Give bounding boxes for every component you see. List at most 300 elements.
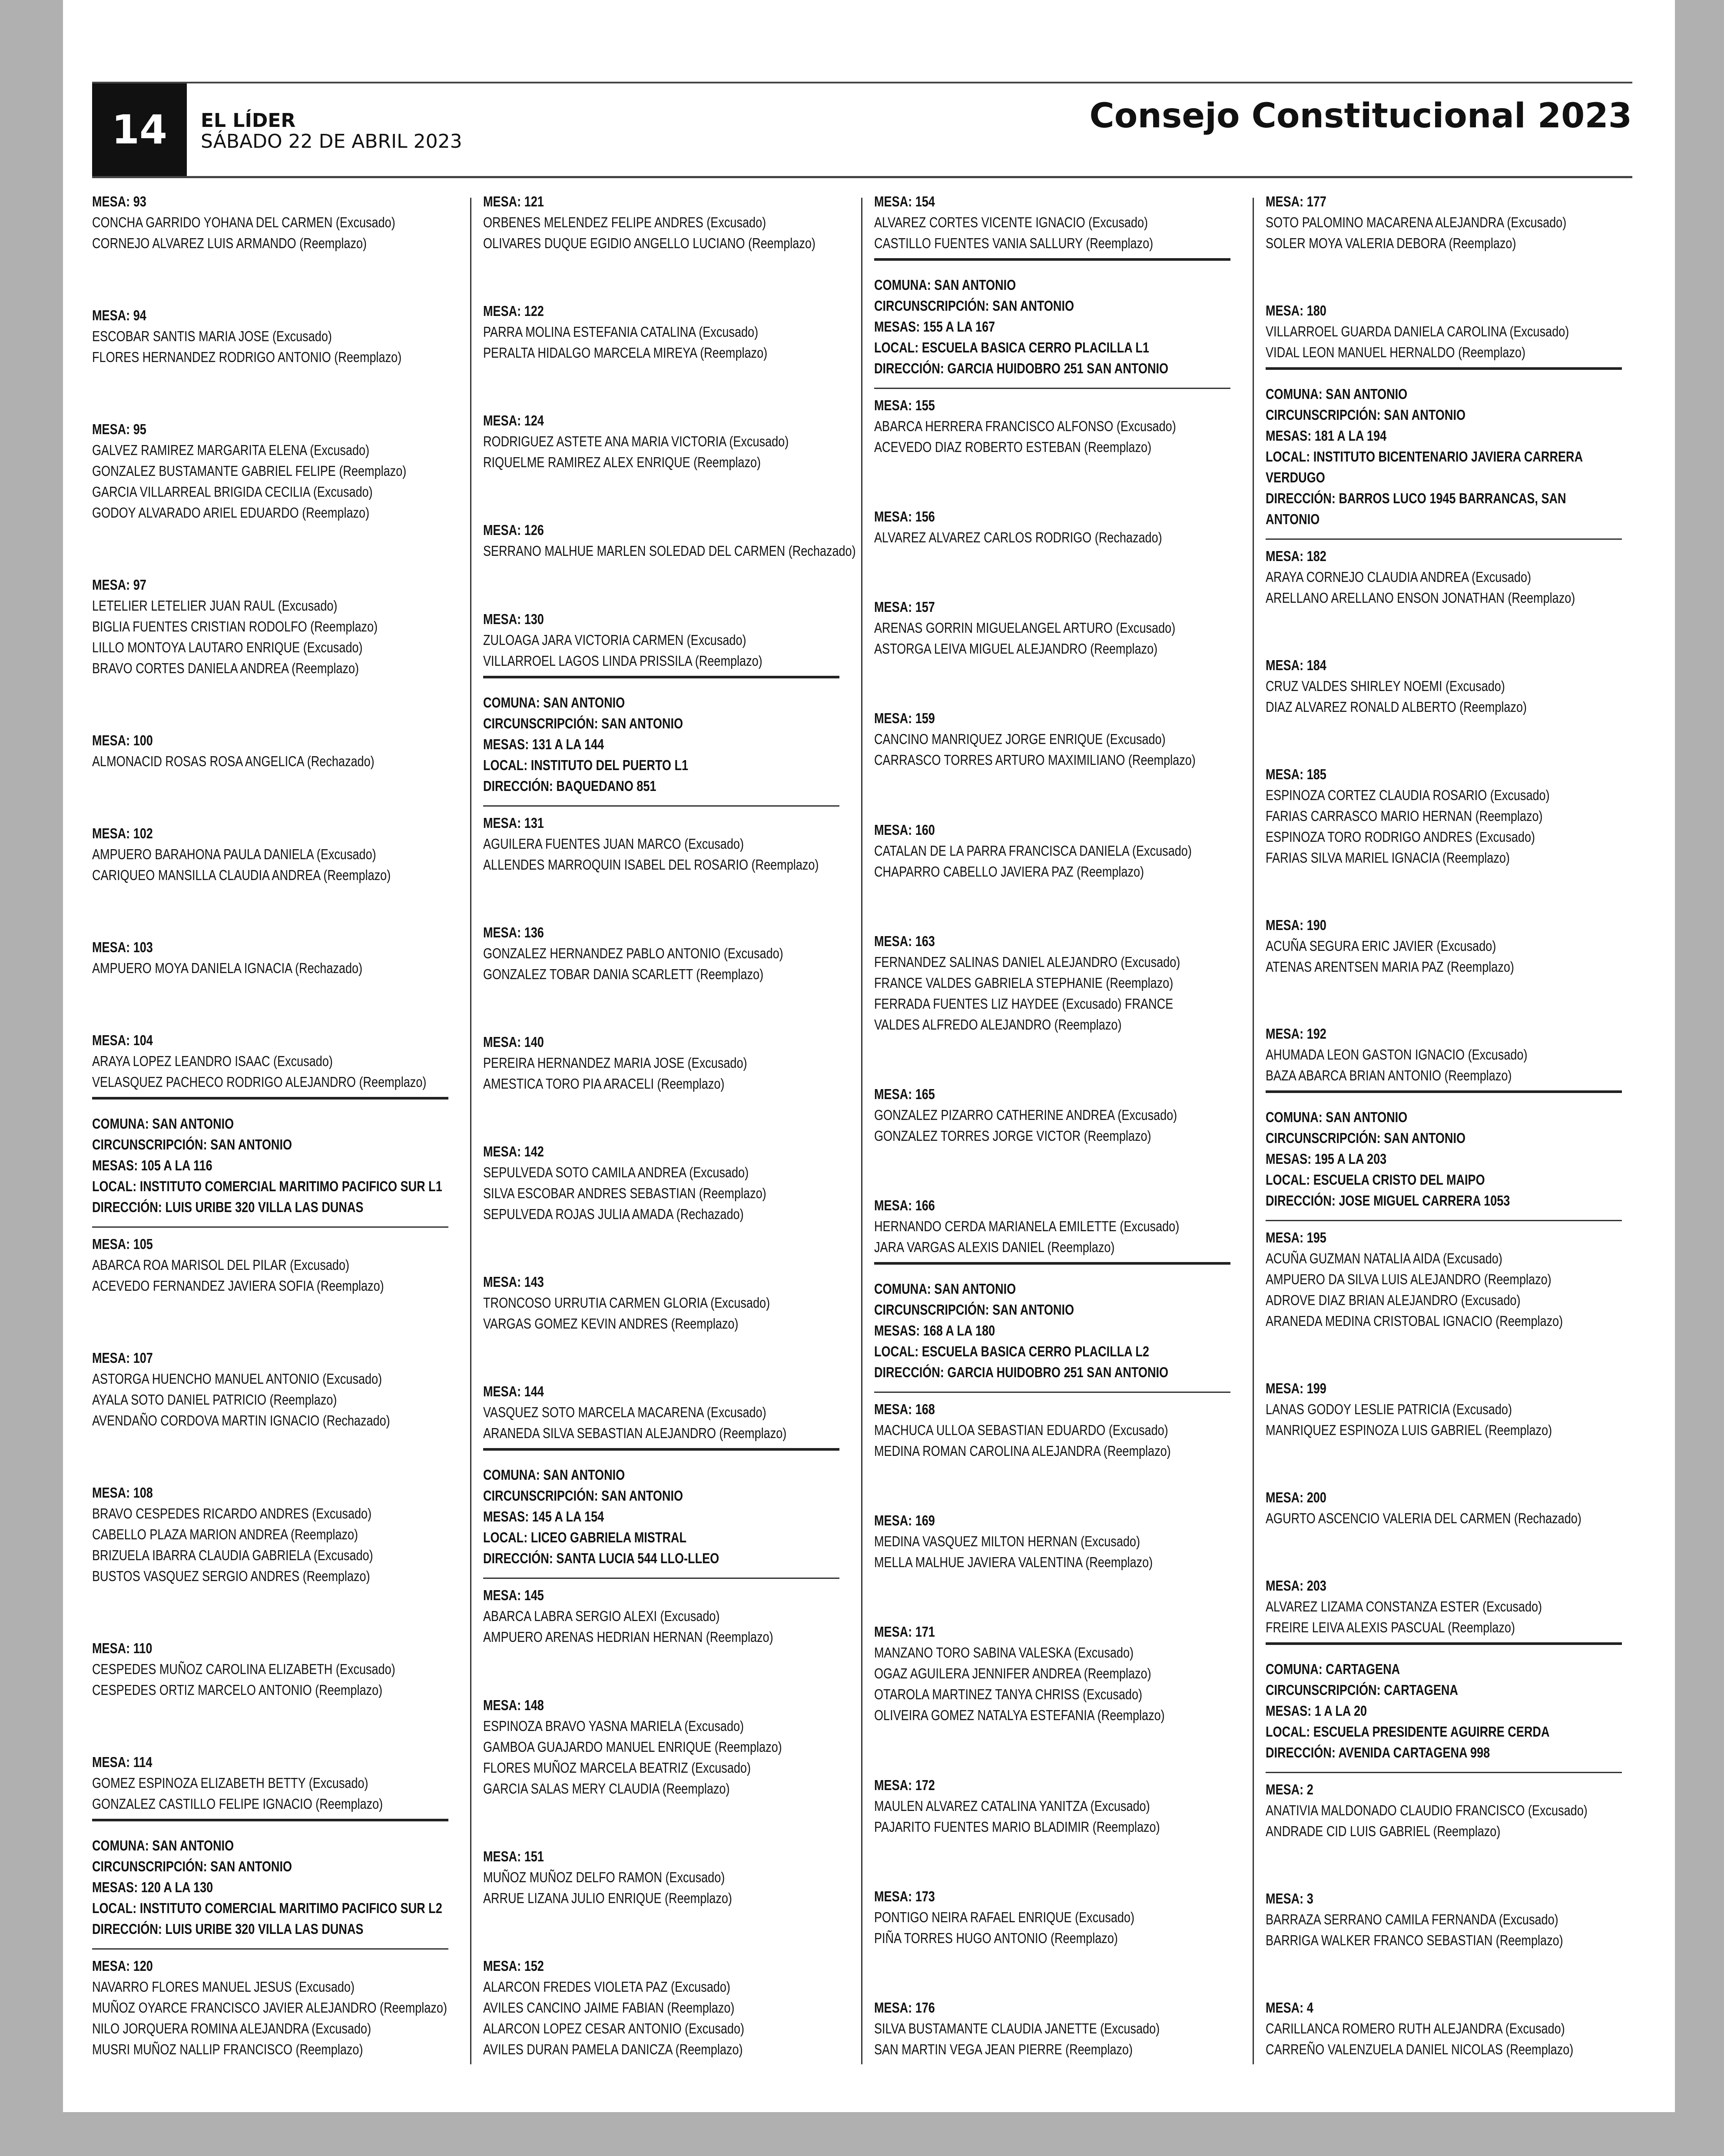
mesa-heading: MESA: 144	[483, 1383, 544, 1400]
vocal-entry: GOMEZ ESPINOZA ELIZABETH BETTY (Excusado)	[92, 1775, 368, 1791]
vocal-entry: CARILLANCA ROMERO RUTH ALEJANDRA (Excusado)	[1266, 2020, 1565, 2036]
comuna-info-line: COMUNA: SAN ANTONIO	[92, 1837, 234, 1854]
mesa-heading: MESA: 168	[874, 1401, 935, 1418]
mesa-block	[874, 506, 1230, 548]
mesa-block	[92, 1956, 448, 2060]
vocal-entry: MUSRI MUÑOZ NALLIP FRANCISCO (Reemplazo)	[92, 2041, 363, 2057]
mesa-heading: MESA: 177	[1266, 193, 1326, 209]
vocal-entry: ARAYA LOPEZ LEANDRO ISAAC (Excusado)	[92, 1053, 333, 1069]
spacer	[92, 886, 448, 937]
mesa-heading: MESA: 126	[483, 522, 544, 538]
vocal-entry: SERRANO MALHUE MARLEN SOLEDAD DEL CARMEN (Rechazado)	[483, 543, 856, 559]
mesa-heading: MESA: 143	[483, 1274, 544, 1290]
mesa-block	[483, 301, 839, 363]
section-separator	[483, 805, 839, 807]
vocal-entry: FREIRE LEIVA ALEXIS PASCUAL (Reemplazo)	[1266, 1619, 1515, 1636]
vocal-entry: ASTORGA LEIVA MIGUEL ALEJANDRO (Reemplazo)	[874, 641, 1158, 657]
vocal-entry: VILLARROEL GUARDA DANIELA CAROLINA (Excusado)	[1266, 323, 1569, 339]
mesa-heading: MESA: 199	[1266, 1380, 1326, 1397]
mesa-heading: MESA: 107	[92, 1350, 153, 1366]
mesa-block	[92, 1638, 448, 1701]
vocal-entry: MACHUCA ULLOA SEBASTIAN EDUARDO (Excusado)	[874, 1422, 1168, 1438]
section-title: Consejo Constitucional 2023	[1089, 96, 1632, 136]
vocal-entry: ARENAS GORRIN MIGUELANGEL ARTURO (Excusado)	[874, 620, 1176, 636]
page-number-box	[92, 83, 187, 176]
comuna-info-line: CIRCUNSCRIPCIÓN: SAN ANTONIO	[92, 1136, 292, 1153]
mesa-block	[483, 1585, 839, 1648]
vocal-entry: ALARCON FREDES VIOLETA PAZ (Excusado)	[483, 1978, 730, 1995]
section-separator	[1266, 1772, 1622, 1773]
vocal-entry: CARIQUEO MANSILLA CLAUDIA ANDREA (Reemplazo)	[92, 867, 391, 883]
vocal-entry: AVILES DURAN PAMELA DANICZA (Reemplazo)	[483, 2041, 743, 2057]
spacer	[92, 1296, 448, 1348]
comuna-block	[874, 1273, 1230, 1388]
spacer	[92, 772, 448, 823]
spacer	[1266, 254, 1622, 300]
mesa-block	[1266, 191, 1622, 254]
vocal-entry: RIQUELME RAMIREZ ALEX ENRIQUE (Reemplazo)	[483, 454, 761, 471]
mesa-block	[1266, 764, 1622, 868]
comuna-info-line: COMUNA: SAN ANTONIO	[483, 1467, 625, 1483]
vocal-entry: VASQUEZ SOTO MARCELA MACARENA (Excusado)	[483, 1404, 766, 1421]
vocal-entry: MANRIQUEZ ESPINOZA LUIS GABRIEL (Reemplazo)	[1266, 1422, 1552, 1438]
vocal-entry: ESPINOZA BRAVO YASNA MARIELA (Excusado)	[483, 1717, 744, 1734]
mesa-block	[1266, 1378, 1622, 1441]
vocal-entry: BIGLIA FUENTES CRISTIAN RODOLFO (Reemplazo)	[92, 618, 378, 635]
vocal-entry: AMESTICA TORO PIA ARACELI (Reemplazo)	[483, 1075, 725, 1092]
vocal-entry: GARCIA VILLARREAL BRIGIDA CECILIA (Excusado)	[92, 484, 373, 500]
spacer	[874, 458, 1230, 506]
vocal-entry: GONZALEZ CASTILLO FELIPE IGNACIO (Reemplazo)	[92, 1796, 383, 1812]
mesa-heading: MESA: 172	[874, 1777, 935, 1793]
column-divider	[861, 198, 862, 2064]
vocal-entry: CANCINO MANRIQUEZ JORGE ENRIQUE (Excusado)	[874, 731, 1166, 747]
vocal-entry: OLIVEIRA GOMEZ NATALYA ESTEFANIA (Reemplazo)	[874, 1707, 1165, 1724]
vocal-entry: GONZALEZ PIZARRO CATHERINE ANDREA (Excusado)	[874, 1106, 1177, 1123]
vocal-entry: SEPULVEDA ROJAS JULIA AMADA (Rechazado)	[483, 1206, 744, 1223]
vocal-entry: MANZANO TORO SABINA VALESKA (Excusado)	[874, 1644, 1134, 1661]
mesa-heading: MESA: 154	[874, 193, 935, 209]
spacer	[1266, 608, 1622, 655]
spacer	[1266, 1441, 1622, 1487]
section-separator	[1266, 538, 1622, 540]
spacer	[874, 1949, 1230, 1997]
vocal-entry: OTAROLA MARTINEZ TANYA CHRISS (Excusado)	[874, 1686, 1143, 1703]
vocal-entry: ZULOAGA JARA VICTORIA CARMEN (Excusado)	[483, 631, 746, 648]
mesa-block	[874, 1621, 1230, 1726]
mesa-heading: MESA: 104	[92, 1032, 153, 1048]
vocal-entry: GODOY ALVARADO ARIEL EDUARDO (Reemplazo)	[92, 505, 370, 521]
vocal-entry: GARCIA SALAS MERY CLAUDIA (Reemplazo)	[483, 1780, 730, 1797]
column-4	[1266, 191, 1622, 2073]
vocal-entry: LETELIER LETELIER JUAN RAUL (Excusado)	[92, 598, 338, 614]
comuna-info-line: MESAS: 195 A LA 203	[1266, 1151, 1387, 1167]
mesa-block	[1266, 1487, 1622, 1529]
vocal-entry: AGUILERA FUENTES JUAN MARCO (Excusado)	[483, 835, 744, 852]
mesa-heading: MESA: 4	[1266, 1999, 1313, 2016]
spacer	[1266, 977, 1622, 1024]
spacer	[483, 363, 839, 410]
publication-date: SÁBADO 22 DE ABRIL 2023	[201, 130, 462, 153]
mesa-block	[1266, 655, 1622, 718]
vocal-entry: AHUMADA LEON GASTON IGNACIO (Excusado)	[1266, 1046, 1528, 1063]
spacer	[874, 882, 1230, 931]
mesa-heading: MESA: 157	[874, 599, 935, 615]
vocal-entry: JARA VARGAS ALEXIS DANIEL (Reemplazo)	[874, 1239, 1115, 1256]
mesa-block	[874, 820, 1230, 882]
vocal-entry: ARELLANO ARELLANO ENSON JONATHAN (Reemplazo)	[1266, 589, 1575, 606]
vocal-entry: ALVAREZ LIZAMA CONSTANZA ESTER (Excusado)	[1266, 1598, 1542, 1615]
vocal-entry: ALARCON LOPEZ CESAR ANTONIO (Excusado)	[483, 2020, 745, 2036]
mesa-block	[1266, 1227, 1622, 1332]
vocal-entry: ACEVEDO DIAZ ROBERTO ESTEBAN (Reemplazo)	[874, 439, 1152, 455]
mesa-block	[92, 730, 448, 772]
section-separator	[1266, 1642, 1622, 1645]
vocal-entry: NAVARRO FLORES MANUEL JESUS (Excusado)	[92, 1979, 355, 1995]
mesa-heading: MESA: 166	[874, 1197, 935, 1214]
mesa-heading: MESA: 108	[92, 1485, 153, 1501]
vocal-entry: PAJARITO FUENTES MARIO BLADIMIR (Reemplazo)	[874, 1818, 1160, 1835]
mesa-heading: MESA: 165	[874, 1086, 935, 1102]
mesa-block	[874, 1510, 1230, 1573]
spacer	[92, 368, 448, 419]
spacer	[874, 1035, 1230, 1084]
vocal-entry: MUÑOZ OYARCE FRANCISCO JAVIER ALEJANDRO (Reemplazo)	[92, 2000, 447, 2016]
newspaper-name: EL LÍDER	[201, 110, 296, 132]
spacer	[92, 1701, 448, 1752]
comuna-info-line: COMUNA: SAN ANTONIO	[874, 1281, 1016, 1297]
mesa-heading: MESA: 93	[92, 193, 146, 209]
mesa-heading: MESA: 110	[92, 1640, 153, 1656]
vocal-entry: ESPINOZA CORTEZ CLAUDIA ROSARIO (Excusado)	[1266, 787, 1550, 803]
vocal-entry: PARRA MOLINA ESTEFANIA CATALINA (Excusado)	[483, 324, 759, 340]
comuna-info-line: DIRECCIÓN: GARCIA HUIDOBRO 251 SAN ANTONIO	[874, 360, 1169, 376]
vocal-entry: AMPUERO ARENAS HEDRIAN HERNAN (Reemplazo)	[483, 1629, 773, 1645]
spacer	[92, 1431, 448, 1482]
page-number: 14	[111, 106, 168, 153]
section-separator	[1266, 1090, 1622, 1093]
vocal-entry: BRAVO CESPEDES RICARDO ANDRES (Excusado)	[92, 1505, 372, 1521]
spacer	[483, 1094, 839, 1141]
spacer	[483, 1909, 839, 1956]
comuna-info-line: DIRECCIÓN: BAQUEDANO 851	[483, 777, 656, 794]
mesa-heading: MESA: 100	[92, 732, 153, 748]
comuna-info-line: MESAS: 155 A LA 167	[874, 319, 995, 335]
mesa-heading: MESA: 95	[92, 421, 146, 437]
mesa-block	[483, 609, 839, 671]
mesa-heading: MESA: 142	[483, 1143, 544, 1160]
vocal-entry: MAULEN ALVAREZ CATALINA YANITZA (Excusado)	[874, 1797, 1150, 1814]
comuna-info-line: COMUNA: SAN ANTONIO	[483, 694, 625, 711]
mesa-block	[92, 305, 448, 368]
mesa-block	[483, 410, 839, 473]
vocal-entry: ESCOBAR SANTIS MARIA JOSE (Excusado)	[92, 328, 332, 344]
section-separator	[874, 388, 1230, 389]
mesa-heading: MESA: 124	[483, 412, 544, 429]
comuna-info-line: LOCAL: INSTITUTO COMERCIAL MARITIMO PACIFICO SUR L1	[92, 1178, 442, 1194]
vocal-entry: DIAZ ALVAREZ RONALD ALBERTO (Reemplazo)	[1266, 698, 1527, 715]
vocal-entry: ALMONACID ROSAS ROSA ANGELICA (Rechazado)	[92, 753, 375, 769]
vocal-entry: FARIAS CARRASCO MARIO HERNAN (Reemplazo)	[1266, 807, 1543, 824]
mesa-heading: MESA: 103	[92, 939, 153, 955]
mesa-heading: MESA: 159	[874, 710, 935, 727]
comuna-info-line: LOCAL: INSTITUTO COMERCIAL MARITIMO PACIFICO SUR L2	[92, 1900, 442, 1916]
spacer	[92, 254, 448, 305]
mesa-block	[92, 191, 448, 254]
vocal-entry: FLORES MUÑOZ MARCELA BEATRIZ (Excusado)	[483, 1759, 751, 1776]
spacer	[1266, 1529, 1622, 1575]
spacer	[874, 771, 1230, 819]
mesa-block	[92, 1234, 448, 1296]
comuna-info-line: LOCAL: INSTITUTO BICENTENARIO JAVIERA CARRERA VERDUGO	[1266, 448, 1583, 485]
section-separator	[874, 258, 1230, 261]
comuna-info-line: CIRCUNSCRIPCIÓN: SAN ANTONIO	[1266, 1130, 1466, 1146]
comuna-info-line: LOCAL: ESCUELA BASICA CERRO PLACILLA L1	[874, 339, 1149, 355]
comuna-info-line: DIRECCIÓN: LUIS URIBE 320 VILLA LAS DUNAS	[92, 1199, 364, 1215]
comuna-info-line: CIRCUNSCRIPCIÓN: SAN ANTONIO	[874, 1302, 1074, 1318]
mesa-block	[874, 1399, 1230, 1462]
vocal-entry: FLORES HERNANDEZ RODRIGO ANTONIO (Reemplazo)	[92, 349, 402, 365]
mesa-block	[874, 191, 1230, 254]
vocal-entry: CARRASCO TORRES ARTURO MAXIMILIANO (Reemplazo)	[874, 752, 1196, 768]
mesa-block	[483, 191, 839, 254]
comuna-block	[1266, 1102, 1622, 1216]
vocal-entry: GONZALEZ HERNANDEZ PABLO ANTONIO (Excusado)	[483, 945, 783, 961]
column-2	[483, 191, 856, 2073]
vocal-entry: BARRIGA WALKER FRANCO SEBASTIAN (Reemplazo)	[1266, 1932, 1563, 1949]
mesa-heading: MESA: 184	[1266, 657, 1326, 673]
comuna-info-line: LOCAL: LICEO GABRIELA MISTRAL	[483, 1529, 687, 1546]
vocal-entry: CHAPARRO CABELLO JAVIERA PAZ (Reemplazo)	[874, 863, 1144, 880]
mesa-heading: MESA: 131	[483, 814, 544, 831]
mesa-heading: MESA: 151	[483, 1848, 544, 1864]
mesa-block	[92, 1030, 448, 1093]
spacer	[92, 679, 448, 730]
mesa-block	[1266, 1997, 1622, 2060]
vocal-entry: CARREÑO VALENZUELA DANIEL NICOLAS (Reemplazo)	[1266, 2041, 1574, 2057]
vocal-entry: SAN MARTIN VEGA JEAN PIERRE (Reemplazo)	[874, 2041, 1133, 2057]
column-1	[92, 191, 448, 2073]
comuna-info-line: MESAS: 1 A LA 20	[1266, 1703, 1367, 1719]
vocal-entry: HERNANDO CERDA MARIANELA EMILETTE (Excusado)	[874, 1218, 1180, 1235]
vocal-entry: CESPEDES MUÑOZ CAROLINA ELIZABETH (Excusado)	[92, 1661, 395, 1677]
spacer	[483, 473, 839, 520]
spacer	[1266, 1332, 1622, 1378]
comuna-info-line: COMUNA: SAN ANTONIO	[1266, 1109, 1408, 1126]
vocal-entry: PERALTA HIDALGO MARCELA MIREYA (Reemplazo)	[483, 345, 768, 361]
mesa-block	[1266, 1575, 1622, 1638]
mesa-block	[483, 813, 839, 875]
vocal-entry: ABARCA ROA MARISOL DEL PILAR (Excusado)	[92, 1257, 350, 1273]
section-separator	[874, 1262, 1230, 1265]
mesa-block	[1266, 1888, 1622, 1951]
mesa-heading: MESA: 190	[1266, 917, 1326, 933]
vocal-entry: AMPUERO DA SILVA LUIS ALEJANDRO (Reemplazo)	[1266, 1271, 1552, 1288]
vocal-entry: CRUZ VALDES SHIRLEY NOEMI (Excusado)	[1266, 678, 1505, 694]
mesa-heading: MESA: 3	[1266, 1890, 1313, 1907]
mesa-block	[874, 395, 1230, 458]
vocal-entry: BRAVO CORTES DANIELA ANDREA (Reemplazo)	[92, 660, 359, 676]
mesa-heading: MESA: 122	[483, 303, 544, 319]
mesa-block	[92, 1348, 448, 1431]
mesa-block	[483, 1695, 839, 1799]
comuna-info-line: LOCAL: INSTITUTO DEL PUERTO L1	[483, 757, 689, 773]
vocal-entry: ASTORGA HUENCHO MANUEL ANTONIO (Excusado)	[92, 1371, 382, 1387]
mesa-block	[874, 1886, 1230, 1949]
comuna-info-line: LOCAL: ESCUELA BASICA CERRO PLACILLA L2	[874, 1343, 1149, 1360]
vocal-entry: AMPUERO MOYA DANIELA IGNACIA (Rechazado)	[92, 960, 363, 976]
mesa-block	[92, 1482, 448, 1587]
spacer	[1266, 1951, 1622, 1997]
vocal-entry: PIÑA TORRES HUGO ANTONIO (Reemplazo)	[874, 1930, 1118, 1946]
comuna-info-line: CIRCUNSCRIPCIÓN: SAN ANTONIO	[92, 1858, 292, 1874]
comuna-block	[483, 687, 839, 802]
mesa-block	[1266, 546, 1622, 608]
comuna-info-line: DIRECCIÓN: AVENIDA CARTAGENA 998	[1266, 1744, 1490, 1761]
section-separator	[92, 1819, 448, 1821]
vocal-entry: ESPINOZA TORO RODRIGO ANDRES (Excusado)	[1266, 828, 1535, 845]
comuna-block	[483, 1459, 839, 1574]
comuna-info-line: LOCAL: ESCUELA CRISTO DEL MAIPO	[1266, 1172, 1485, 1188]
vocal-entry: MEDINA ROMAN CAROLINA ALEJANDRA (Reemplazo)	[874, 1443, 1171, 1459]
vocal-entry: ABARCA HERRERA FRANCISCO ALFONSO (Excusado)	[874, 418, 1176, 434]
comuna-info-line: MESAS: 168 A LA 180	[874, 1322, 995, 1339]
comuna-info-line: DIRECCIÓN: LUIS URIBE 320 VILLA LAS DUNAS	[92, 1921, 364, 1937]
vocal-entry: ORBENES MELENDEZ FELIPE ANDRES (Excusado)	[483, 214, 766, 230]
header-rule-top	[92, 82, 1632, 83]
mesa-heading: MESA: 102	[92, 825, 153, 841]
mesa-heading: MESA: 192	[1266, 1026, 1326, 1042]
vocal-entry: SOLER MOYA VALERIA DEBORA (Reemplazo)	[1266, 235, 1516, 251]
comuna-info-line: COMUNA: SAN ANTONIO	[92, 1116, 234, 1132]
comuna-info-line: MESAS: 120 A LA 130	[92, 1879, 213, 1895]
mesa-block	[874, 931, 1230, 1035]
mesa-heading: MESA: 136	[483, 924, 544, 940]
spacer	[483, 1648, 839, 1694]
vocal-entry: MELLA MALHUE JAVIERA VALENTINA (Reemplazo)	[874, 1554, 1153, 1571]
vocal-entry: SILVA ESCOBAR ANDRES SEBASTIAN (Reemplazo)	[483, 1185, 766, 1202]
vocal-entry: BRIZUELA IBARRA CLAUDIA GABRIELA (Excusado)	[92, 1547, 373, 1563]
vocal-entry: ARANEDA SILVA SEBASTIAN ALEJANDRO (Reemplazo)	[483, 1425, 787, 1442]
vocal-entry: LILLO MONTOYA LAUTARO ENRIQUE (Excusado)	[92, 639, 363, 655]
mesa-heading: MESA: 180	[1266, 302, 1326, 319]
comuna-info-line: MESAS: 131 A LA 144	[483, 736, 604, 752]
vocal-entry: BUSTOS VASQUEZ SERGIO ANDRES (Reemplazo)	[92, 1568, 370, 1584]
mesa-heading: MESA: 120	[92, 1958, 153, 1974]
vocal-entry: MEDINA VASQUEZ MILTON HERNAN (Excusado)	[874, 1533, 1140, 1550]
mesa-block	[92, 419, 448, 523]
spacer	[92, 523, 448, 575]
spacer	[874, 1837, 1230, 1886]
mesa-block	[874, 1195, 1230, 1258]
mesa-heading: MESA: 145	[483, 1587, 544, 1604]
vocal-entry: BAZA ABARCA BRIAN ANTONIO (Reemplazo)	[1266, 1067, 1512, 1084]
mesa-block	[92, 937, 448, 979]
spacer	[483, 1799, 839, 1846]
mesa-block	[874, 597, 1230, 659]
mesa-heading: MESA: 156	[874, 508, 935, 525]
comuna-info-line: MESAS: 105 A LA 116	[92, 1157, 212, 1173]
spacer	[874, 1726, 1230, 1774]
vocal-entry: CORNEJO ALVAREZ LUIS ARMANDO (Reemplazo)	[92, 235, 367, 251]
comuna-block	[92, 1108, 448, 1223]
mesa-heading: MESA: 97	[92, 577, 146, 593]
vocal-entry: TRONCOSO URRUTIA CARMEN GLORIA (Excusado)	[483, 1295, 770, 1311]
mesa-heading: MESA: 195	[1266, 1229, 1326, 1246]
mesa-block	[1266, 915, 1622, 977]
vocal-entry: PEREIRA HERNANDEZ MARIA JOSE (Excusado)	[483, 1054, 747, 1071]
vocal-entry: RODRIGUEZ ASTETE ANA MARIA VICTORIA (Excusado)	[483, 433, 789, 450]
vocal-entry: AYALA SOTO DANIEL PATRICIO (Reemplazo)	[92, 1392, 337, 1408]
vocal-entry: PONTIGO NEIRA RAFAEL ENRIQUE (Excusado)	[874, 1909, 1134, 1925]
mesa-heading: MESA: 163	[874, 933, 935, 949]
vocal-entry: MUÑOZ MUÑOZ DELFO RAMON (Excusado)	[483, 1869, 725, 1885]
comuna-info-line: COMUNA: SAN ANTONIO	[1266, 385, 1408, 402]
comuna-info-line: LOCAL: ESCUELA PRESIDENTE AGUIRRE CERDA	[1266, 1724, 1550, 1740]
vocal-entry: ABARCA LABRA SERGIO ALEXI (Excusado)	[483, 1608, 720, 1624]
vocal-entry: NILO JORQUERA ROMINA ALEJANDRA (Excusado)	[92, 2020, 371, 2036]
vocal-entry: VIDAL LEON MANUEL HERNALDO (Reemplazo)	[1266, 344, 1525, 360]
vocal-entry: VARGAS GOMEZ KEVIN ANDRES (Reemplazo)	[483, 1316, 739, 1332]
vocal-entry: VILLARROEL LAGOS LINDA PRISSILA (Reemplazo)	[483, 652, 763, 669]
mesa-heading: MESA: 121	[483, 193, 544, 209]
vocal-entry: ACEVEDO FERNANDEZ JAVIERA SOFIA (Reemplazo)	[92, 1278, 384, 1294]
spacer	[874, 1462, 1230, 1510]
mesa-block	[483, 1381, 839, 1444]
vocal-entry: GONZALEZ TOBAR DANIA SCARLETT (Reemplazo)	[483, 966, 764, 982]
comuna-info-line: MESAS: 145 A LA 154	[483, 1508, 604, 1525]
section-separator	[483, 1448, 839, 1451]
vocal-entry: OGAZ AGUILERA JENNIFER ANDREA (Reemplazo)	[874, 1665, 1151, 1682]
vocal-entry: ATENAS ARENTSEN MARIA PAZ (Reemplazo)	[1266, 958, 1514, 975]
comuna-info-line: DIRECCIÓN: JOSE MIGUEL CARRERA 1053	[1266, 1193, 1510, 1209]
mesa-heading: MESA: 2	[1266, 1781, 1313, 1798]
mesa-heading: MESA: 140	[483, 1033, 544, 1050]
vocal-entry: FARIAS SILVA MARIEL IGNACIA (Reemplazo)	[1266, 849, 1510, 866]
vocal-entry: VALDES ALFREDO ALEJANDRO (Reemplazo)	[874, 1016, 1122, 1033]
vocal-entry: AGURTO ASCENCIO VALERIA DEL CARMEN (Rechazado)	[1266, 1510, 1581, 1527]
mesa-heading: MESA: 130	[483, 611, 544, 627]
comuna-info-line: CIRCUNSCRIPCIÓN: SAN ANTONIO	[874, 298, 1074, 314]
mesa-block	[483, 1272, 839, 1334]
comuna-info-line: COMUNA: CARTAGENA	[1266, 1661, 1400, 1678]
mesa-heading: MESA: 176	[874, 1999, 935, 2016]
mesa-block	[1266, 300, 1622, 363]
mesa-block	[92, 575, 448, 679]
mesa-block	[1266, 1779, 1622, 1842]
vocal-entry: ACUÑA GUZMAN NATALIA AIDA (Excusado)	[1266, 1250, 1502, 1267]
mesa-heading: MESA: 114	[92, 1754, 153, 1770]
spacer	[874, 548, 1230, 597]
column-divider	[1253, 198, 1254, 2064]
vocal-entry: ANDRADE CID LUIS GABRIEL (Reemplazo)	[1266, 1823, 1501, 1840]
comuna-info-line: CIRCUNSCRIPCIÓN: SAN ANTONIO	[1266, 406, 1466, 423]
vocal-entry: ACUÑA SEGURA ERIC JAVIER (Excusado)	[1266, 937, 1496, 954]
comuna-block	[92, 1830, 448, 1945]
mesa-heading: MESA: 185	[1266, 766, 1326, 782]
vocal-entry: ARANEDA MEDINA CRISTOBAL IGNACIO (Reemplazo)	[1266, 1313, 1563, 1329]
section-separator	[92, 1226, 448, 1228]
mesa-heading: MESA: 148	[483, 1697, 544, 1713]
vocal-entry: GONZALEZ BUSTAMANTE GABRIEL FELIPE (Reemplazo)	[92, 463, 407, 479]
mesa-block	[1266, 1023, 1622, 1086]
vocal-entry: GALVEZ RAMIREZ MARGARITA ELENA (Excusado)	[92, 442, 370, 458]
vocal-entry: ADROVE DIAZ BRIAN ALEJANDRO (Excusado)	[1266, 1292, 1521, 1309]
spacer	[1266, 718, 1622, 764]
mesa-block	[874, 1997, 1230, 2060]
mesa-block	[483, 1956, 839, 2060]
spacer	[874, 1146, 1230, 1195]
